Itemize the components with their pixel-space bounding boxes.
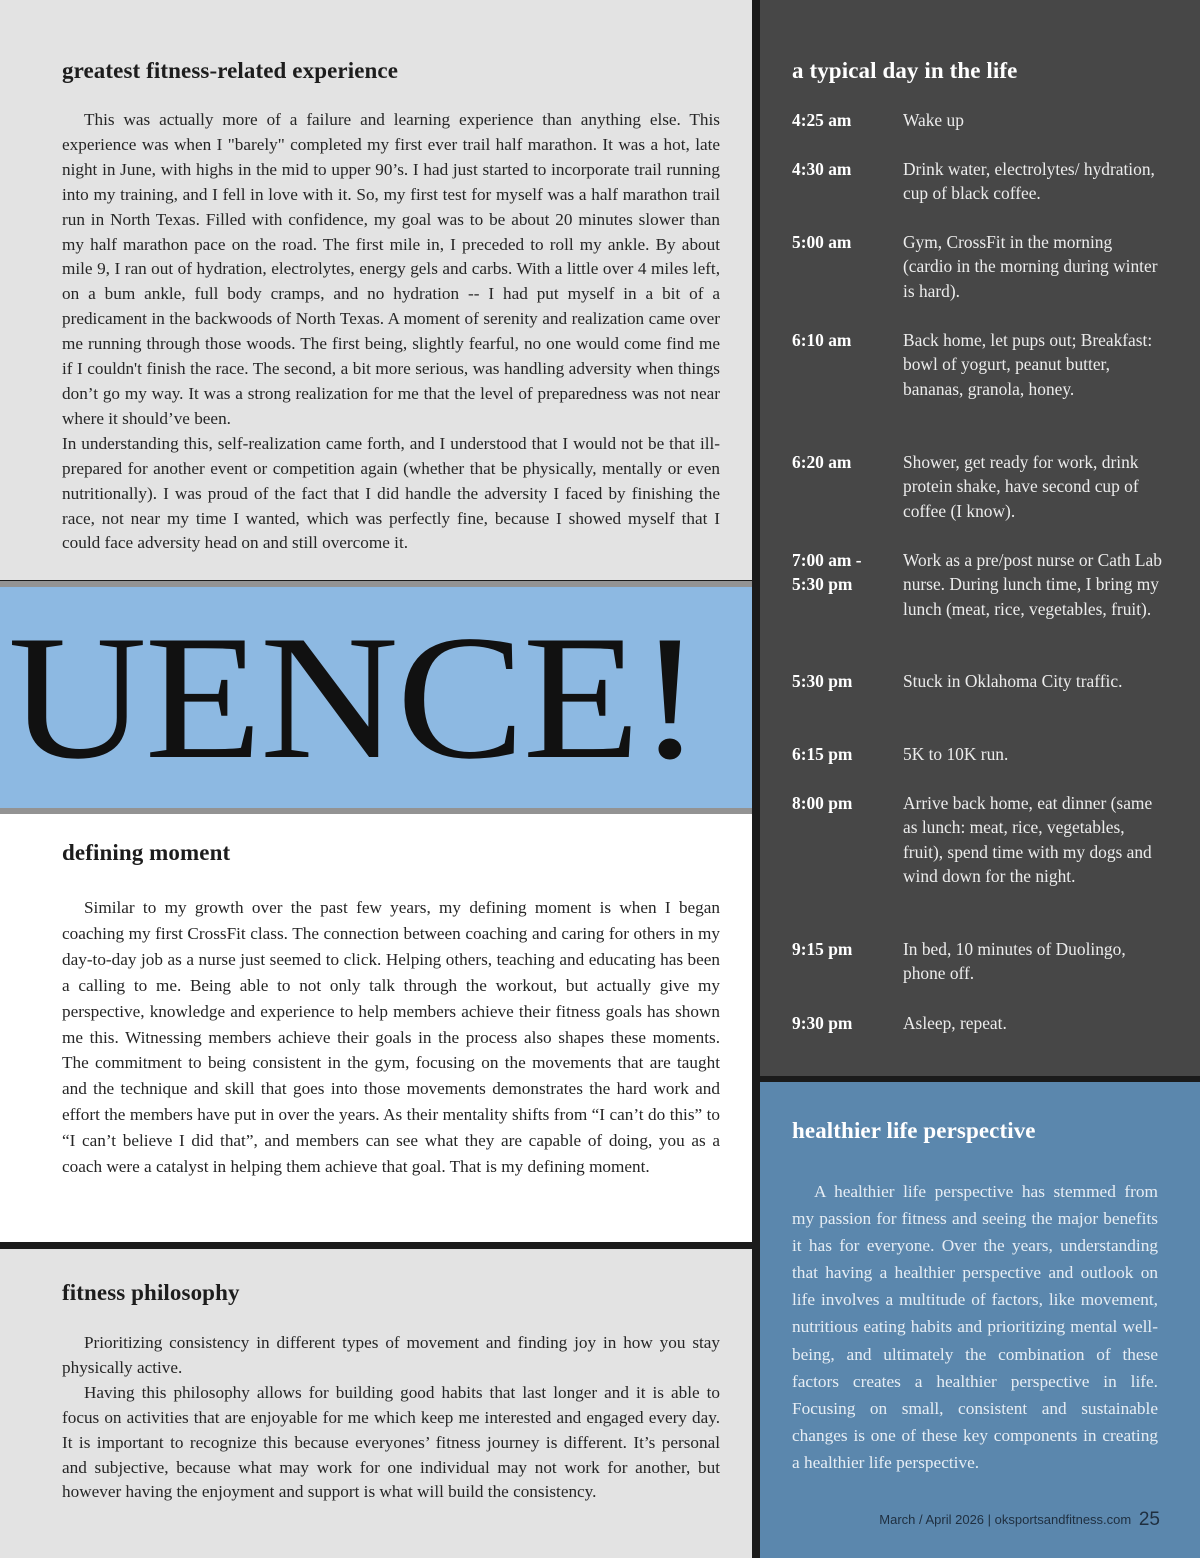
- greatest-experience-body: [62, 108, 720, 556]
- schedule-desc: Work as a pre/post nurse or Cath Lab nurse. During lunch time, I bring my lunch (meat, rice, vegetables, fruit).: [903, 550, 1162, 619]
- page-footer: [792, 1509, 1160, 1531]
- greatest-experience-heading: greatest fitness-related experience: [62, 58, 399, 83]
- schedule-time: 6:10 am: [792, 330, 852, 350]
- schedule-time: 7:00 am - 5:30 pm: [792, 550, 862, 595]
- schedule-time: 6:15 pm: [792, 744, 853, 764]
- schedule-time: 5:30 pm: [792, 671, 853, 691]
- schedule-desc: Gym, CrossFit in the morning (cardio in the morning during winter is hard).: [903, 232, 1158, 301]
- healthier-perspective-body: [792, 1178, 1158, 1476]
- page-number: 25: [1138, 1509, 1160, 1530]
- schedule-time: 9:15 pm: [792, 939, 853, 959]
- defining-paragraph-1: Similar to my growth over the past few years, my defining moment is when I began coaching my first CrossFit class. The connection between coaching and caring for others in my day-to-day job as a nurse just seemed to click. Helping others, teaching and educating has been a calling to me. Being able to not only talk through the workout, but actually give my perspective, knowledge and experience to help members achieve their fitness goals has shown me this. Witnessing members achieve their goals in the process also shapes these moments. The commitment to being consistent in the gym, focusing on the movements that are taught and the technique and skill that goes into those movements demonstrates the hard work and effort the members have put in over the years. As their mentality shifts from “I can’t do this” to “I can’t believe I did that”, and members can see what they are capable of doing, you as a coach were a catalyst in helping them achieve that goal. That is my defining moment.: [62, 898, 720, 1177]
- typical-day-heading: a typical day in the life: [792, 58, 1018, 83]
- schedule-desc: 5K to 10K run.: [903, 744, 1009, 764]
- schedule-time: 5:00 am: [792, 232, 852, 252]
- schedule-desc: Back home, let pups out; Breakfast: bowl of yogurt, peanut butter, bananas, granola, honey.: [903, 330, 1153, 399]
- fitness-philosophy-body: [62, 1331, 720, 1505]
- schedule-desc: Drink water, electrolytes/ hydration, cup of black coffee.: [903, 159, 1155, 204]
- schedule-desc: Wake up: [903, 110, 964, 130]
- schedule-desc: Shower, get ready for work, drink protein shake, have second cup of coffee (I know).: [903, 452, 1139, 521]
- schedule-time: 6:20 am: [792, 452, 852, 472]
- schedule-desc: Arrive back home, eat dinner (same as lunch: meat, rice, vegetables, fruit), spend time with my dogs and wind down for the night.: [903, 793, 1153, 887]
- schedule-desc: Stuck in Oklahoma City traffic.: [903, 671, 1123, 691]
- defining-moment-body: [62, 895, 720, 1180]
- schedule-time: 8:00 pm: [792, 793, 853, 813]
- schedule-desc: Asleep, repeat.: [903, 1013, 1007, 1033]
- schedule-time: 4:30 am: [792, 159, 852, 179]
- greatest-paragraph-1: This was actually more of a failure and learning experience than anything else. This experience was when I "barely" completed my first ever trail half marathon. It was a hot, late night in June, with highs in the mid to upper 90’s. I had just started to incorporate trail running into my training, and I fell in love with it. So, my first test for myself was a half marathon trail run in North Texas. Filled with confidence, my goal was to be about 20 minutes slower than my half marathon pace on the road. The first mile in, I preceded to roll my ankle. By about mile 9, I ran out of hydration, electrolytes, energy gels and carbs. With a little over 4 miles left, on a bum ankle, full body cramps, and no hydration -- I had put myself in a bit of a predicament in the backwoods of North Texas. A moment of serenity and realization came over me running through those woods. The first being, slightly fearful, no one would come find me if I couldn't finish the race. The second, a bit more serious, was handling adversity when things don’t go my way. It was a strong realization for me that the level of preparedness was not near where it should’ve been.: [62, 110, 720, 428]
- greatest-paragraph-2: In understanding this, self-realization came forth, and I understood that I would not be that ill-prepared for another event or competition again (whether that be physically, mentally or even nutritionally). I was proud of the fact that I did handle the adversity I faced by finishing the race, not near my time I wanted, which was perfectly fine, because I showed myself that I could face adversity head on and still overcome it.: [62, 433, 720, 553]
- defining-moment-heading: defining moment: [62, 840, 231, 865]
- schedule-time: 9:30 pm: [792, 1013, 853, 1033]
- schedule-time: 4:25 am: [792, 110, 852, 130]
- philosophy-paragraph-1: Prioritizing consistency in different types of movement and finding joy in how you stay physically active.: [62, 1333, 720, 1377]
- health-paragraph: A healthier life perspective has stemmed from my passion for fitness and seeing the major benefits it has for everyone. Over the years, understanding that having a healthier perspective and outlook on life involves a multitude of factors, like movement, nutritious eating habits and prioritizing mental well-being, and ultimately the combination of these factors creates a healthier perspective in life. Focusing on small, consistent and sustainable changes is one of these key components in creating a healthier life perspective.: [792, 1182, 1158, 1472]
- issue-date: March / April 2026: [879, 1512, 985, 1527]
- headline-fragment: UENCE!: [8, 598, 700, 796]
- philosophy-paragraph-2: Having this philosophy allows for building good habits that last longer and it is able to focus on activities that are enjoyable for me which keep me interested and engaged every day. It is important to recognize this because everyones’ fitness journey is different. It’s personal and subjective, because what may work for one individual may not work for another, but however having the enjoyment and support is what will build the consistency.: [62, 1382, 720, 1502]
- website-link[interactable]: | oksportsandfitness.com: [987, 1512, 1132, 1527]
- fitness-philosophy-heading: fitness philosophy: [62, 1280, 240, 1305]
- healthier-perspective-heading: healthier life perspective: [792, 1118, 1036, 1143]
- schedule-desc: In bed, 10 minutes of Duolingo, phone off.: [903, 939, 1126, 984]
